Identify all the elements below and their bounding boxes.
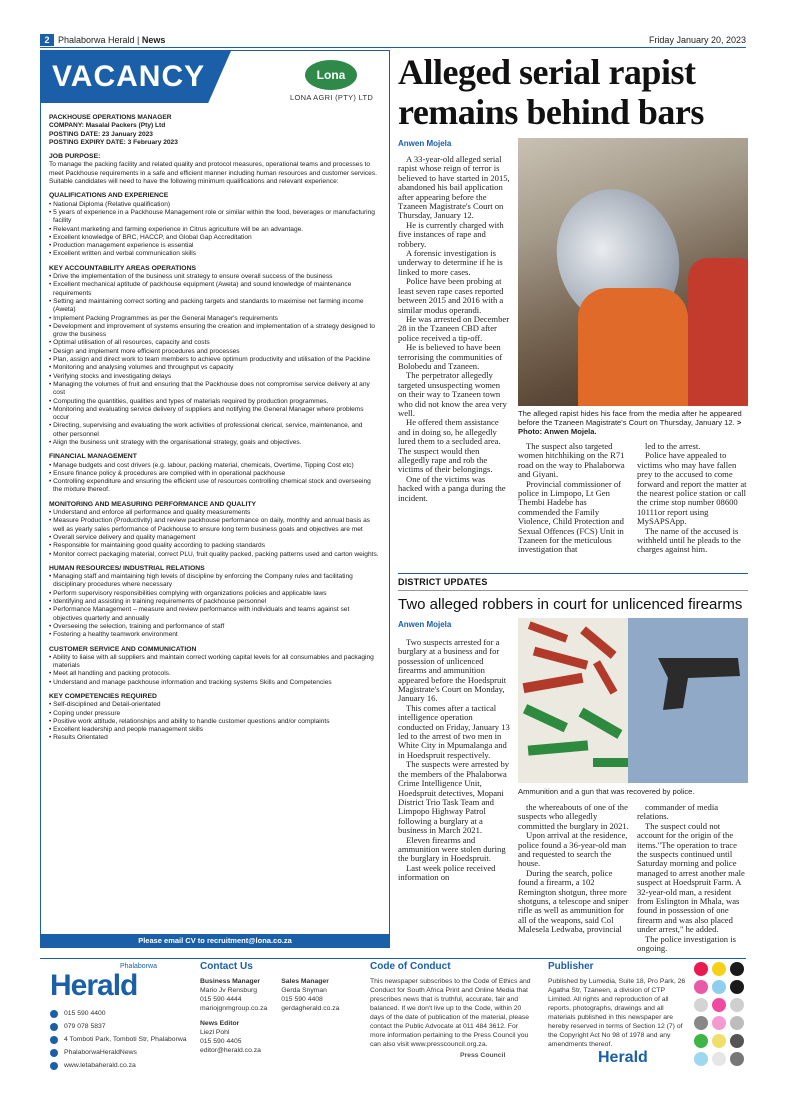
list-item: • Responsible for maintaining good quality according to packing standards xyxy=(49,542,266,550)
page-number: 2 xyxy=(40,34,54,46)
contact-item[interactable] xyxy=(50,1009,190,1018)
contact-text: 079 078 5837 xyxy=(64,1023,106,1030)
color-swatch xyxy=(730,962,744,976)
paragraph: He was arrested on December 28 in the Tzaneen CBD after police received a tip-off. xyxy=(398,313,510,343)
list-item: • Measure Production (Productivity) and review packhouse performance on daily, monthly and annual basis as well as yearly sales performance of Packhouse to ensure long term business goals and objectives are met xyxy=(49,517,371,533)
publisher-text: Published by Lumedia, Suite 18, Pro Park, 26 Agatha Str, Tzaneen, a division of CTP Limited. All rights and reproduction of all reports, photographs, drawings and all materials published in this newspaper are hereby reserved in terms of Section 12 (7) of the Copyright Act No 98 of 1978 and any amendments thereof. xyxy=(548,978,686,1048)
publisher xyxy=(548,961,688,1066)
paragraph: Provincial commissioner of police in Limpopo, Lt Gen Thembi Hadebe has commended the Family Violence, Child Protection and Sexual Offences (FCS) Unit in Tzaneen for the meticulous investigation that xyxy=(518,478,624,555)
vacancy-body xyxy=(49,114,379,743)
list-item: • Plan, assign and direct work to team members to achieve optimum productivity and utilisation of the Packline xyxy=(49,356,371,364)
list-item: • Design and implement more efficient procedures and processes xyxy=(49,347,240,355)
list-item: • Excellent knowledge of BRC, HACCP, and Global Gap Accreditation xyxy=(49,233,252,241)
section-heading: QUALIFICATIONS AND EXPERIENCE xyxy=(49,192,169,200)
paragraph: the whereabouts of one of the suspects who allegedly committed the burglary in 2021. xyxy=(518,802,629,831)
issue-date: Friday January 20, 2023 xyxy=(648,35,746,45)
list-item: • Directing, supervising and evaluating the work activities of professional clerical, service, maintenance, and other personnel xyxy=(49,422,363,438)
lona-company-name: LONA AGRI (PTY) LTD xyxy=(290,93,374,102)
contact-list xyxy=(50,1009,190,1070)
list-item: • Align the business unit strategy with the organisational strategy, goals and objectives. xyxy=(49,438,302,446)
list-item: • Managing staff and maintaining high levels of discipline by enforcing the Company rules and facilitating disciplinary procedures where necessary xyxy=(49,573,353,589)
list-item: • Understand and manage packhouse information and tracking systems Skills and Competencies xyxy=(49,678,332,686)
list-item: • Relevant marketing and farming experience in Citrus agriculture will be an advantage. xyxy=(49,225,304,233)
color-swatch xyxy=(712,1052,726,1066)
contact-item[interactable] xyxy=(50,1035,190,1044)
paragraph: Police have been probing at least seven rape cases reported between 2015 and 2016 with a similar modus operandi. xyxy=(398,276,504,315)
color-swatch xyxy=(730,1052,744,1066)
list-item: • Production management experience is essential xyxy=(49,242,194,250)
paragraph: A 33-year-old alleged serial rapist whose reign of terror is believed to have started in 2015, abandoned his bail application after appearing before the Tzaneen Magistrate's Court on Thursday, January 12. xyxy=(398,154,510,221)
list-item: • Perform supervisory responsibilities complying with organizations policies and applicable laws xyxy=(49,589,327,597)
list-item: • Controlling expenditure and ensuring the efficient use of resources controlling chemical stock and overseeing the mixture thereof. xyxy=(49,478,371,494)
paragraph: The perpetrator allegedly targeted unsuspecting women on their way to Tzaneen town who did not know the area very well. xyxy=(398,370,507,418)
list-item: • Optimal utilisation of all resources, capacity and costs xyxy=(49,339,210,347)
color-swatch xyxy=(694,1016,708,1030)
list-item: • Monitor correct packaging material, correct PLU, fruit quality packed, packing patterns used and carton weights. xyxy=(49,550,379,558)
bm-heading: Business Manager xyxy=(200,978,261,985)
color-swatch xyxy=(694,980,708,994)
sm-phone: 015 590 4408 xyxy=(281,996,323,1003)
list-item: • Fostering a healthy teamwork environment xyxy=(49,631,178,639)
article1-byline: Anwen Mojela xyxy=(398,139,452,148)
caption-credit: > Photo: Anwen Mojela. xyxy=(518,418,742,436)
paragraph: Two suspects arrested for a burglary at a business and for possession of unlicenced firearms and ammunition appeared before the Hoedspruit Magistrate's Court on Monday, January 16. xyxy=(398,637,507,704)
paragraph: This comes after a tactical intelligence operation conducted on Friday, January 13 led to the arrest of two men in White City in Mpumalanga and in Hoedspruit respectively. xyxy=(398,702,510,760)
article1-headline: Alleged serial rapist remains behind bars xyxy=(398,52,704,132)
article1-col2 xyxy=(518,442,630,555)
article2-col1 xyxy=(398,638,510,883)
paragraph: The suspect could not account for the origin of the items."The operation to trace the suspects continued until Saturday morning and police managed to arrest another male suspect at Hoedspruit Farm. A 32-year-old man, a resident from Eslington in Mhala, was found in possession of one firearm and was also placed under arrest," he added. xyxy=(637,820,745,935)
list-item: • Monitoring and evaluating service delivery of suppliers and notifying the General Manager where problems occur xyxy=(49,405,364,422)
color-swatch xyxy=(694,1052,708,1066)
sm-heading: Sales Manager xyxy=(281,978,329,985)
contact-us xyxy=(200,962,360,1055)
contact-text: 015 590 4400 xyxy=(64,1010,106,1017)
section-heading: HUMAN RESOURCES/ INDUSTRIAL RELATIONS xyxy=(49,564,205,572)
article2-headline: Two alleged robbers in court for unlicenced firearms xyxy=(398,596,743,613)
paragraph: The police investigation is ongoing. xyxy=(637,933,736,954)
list-item: • Monitoring and analysing volumes and throughput vs capacity xyxy=(49,364,234,372)
list-item: • Excellent leadership and people management skills xyxy=(49,726,204,734)
list-item: • Manage budgets and cost drivers (e.g. labour, packing material, chemicals, Overtime, Tipping Cost etc) xyxy=(49,461,354,469)
code-title: Code of Conduct xyxy=(370,961,451,972)
list-item: • Meet all handling and packing protocols. xyxy=(49,670,171,678)
apply-email-bar: Please email CV to recruitment@lona.co.za xyxy=(41,934,389,947)
paragraph: The name of the accused is withheld until he pleads to the charges against him. xyxy=(637,525,741,555)
color-swatch xyxy=(694,962,708,976)
section-name: News xyxy=(141,35,166,45)
footer-rule xyxy=(40,958,746,959)
web-icon xyxy=(50,1062,58,1070)
section-list xyxy=(49,201,379,259)
phone-icon xyxy=(50,1010,58,1018)
contact-item[interactable] xyxy=(50,1022,190,1031)
footer-brand xyxy=(50,962,190,1074)
brand-small: Phalaborwa xyxy=(120,963,157,970)
contact-text: www.letabaherald.co.za xyxy=(64,1062,136,1069)
article2-byline: Anwen Mojela xyxy=(398,620,452,629)
paragraph: He is currently charged with five instances of rape and robbery. xyxy=(398,219,504,249)
bm-name: Mario Jv Rensburg xyxy=(200,987,258,994)
purpose-text: To manage the packing facility and related quality and protocol measures, operational teams and processes to meet Packhouse requirements in a safe and efficient manner including human resources and customer services. Suitable candidates will need to have the following minimum qualifications and relevant experience: xyxy=(49,161,377,186)
article1-caption xyxy=(518,409,748,436)
section-heading: CUSTOMER SERVICE AND COMMUNICATION xyxy=(49,645,197,653)
publisher-logo: Herald xyxy=(598,1049,648,1066)
publisher-title: Publisher xyxy=(548,961,594,972)
paragraph: A forensic investigation is underway to determine if he is linked to more cases. xyxy=(398,248,503,277)
list-item: • Understand and enforce all performance and quality measurements xyxy=(49,509,251,517)
list-item: • Overall service delivery and quality management xyxy=(49,533,196,541)
contact-item[interactable] xyxy=(50,1048,190,1057)
bm-phone: 015 590 4444 xyxy=(200,996,242,1003)
posting-expiry: POSTING EXPIRY DATE: 3 February 2023 xyxy=(49,138,178,146)
list-item: • Excellent mechanical aptitude of packhouse equipment (Aweta) and sound knowledge of maintenance requirements xyxy=(49,281,352,297)
section-list xyxy=(49,273,379,447)
lona-logo: Lona xyxy=(305,60,357,90)
color-swatches xyxy=(694,962,750,1066)
paragraph: led to the arrest. xyxy=(645,441,701,451)
section-divider xyxy=(398,573,748,574)
color-swatch xyxy=(712,998,726,1012)
running-head: Phalaborwa Herald | News xyxy=(58,35,166,45)
vacancy-sections xyxy=(49,192,379,742)
sm-email[interactable]: gerdagherald.co.za xyxy=(281,1005,340,1012)
section-list xyxy=(49,701,379,742)
color-swatch xyxy=(694,998,708,1012)
ne-phone: 015 590 4405 xyxy=(200,1038,242,1045)
facebook-icon xyxy=(50,1049,58,1057)
company-line: COMPANY: Masalal Packers (Pty) Ltd xyxy=(49,122,166,130)
paragraph: One of the victims was hacked with a panga during the incident. xyxy=(398,473,506,503)
position-title: PACKHOUSE OPERATIONS MANAGER xyxy=(49,114,172,121)
location-icon xyxy=(50,1036,58,1044)
list-item: • Ensure finance policy & procedures are complied with in operational packhouse xyxy=(49,469,286,477)
list-item: • Verifying stocks and investigating delays xyxy=(49,372,172,380)
paragraph: commander of media relations. xyxy=(637,802,719,822)
paragraph: Last week police received information on xyxy=(398,862,496,883)
vacancy-title: VACANCY xyxy=(52,60,206,93)
section-heading: KEY COMPETENCIES REQUIRED xyxy=(49,693,157,700)
whatsapp-icon xyxy=(50,1023,58,1031)
contact-text: PhalaborwaHeraldNews xyxy=(64,1049,137,1056)
paragraph: Eleven firearms and ammunition were stolen during the burglary in Hoedspruit. xyxy=(398,834,506,864)
district-updates-label: DISTRICT UPDATES xyxy=(398,577,488,587)
list-item: • Performance Management – measure and review performance with individuals and teams against set objectives quarterly and annually xyxy=(49,606,350,622)
sm-name: Gerda Snyman xyxy=(281,987,327,994)
article2-col3 xyxy=(637,803,749,954)
paragraph: Upon arrival at the residence, police found a 36-year-old man and requested to search the house. xyxy=(518,830,628,869)
contact-us-title: Contact Us xyxy=(200,961,253,972)
paragraph: Police have appealed to victims who may have fallen prey to the accused to come forward and report the matter at the nearest police station or call the crime stop number 08600 10111or report using MySAPSApp. xyxy=(637,450,747,527)
paper-name: Phalaborwa Herald xyxy=(58,35,135,45)
paragraph: He offered them assistance and in doing so, he allegedly lured them to a secluded area. The suspect would then allegedly rape and rob the victims of their belongings. xyxy=(398,417,501,475)
paragraph: He is believed to have been terrorising the communities of Bolobedu and Tzaneen. xyxy=(398,342,503,371)
contact-item[interactable] xyxy=(50,1061,190,1070)
color-swatch xyxy=(712,980,726,994)
section-heading: MONITORING AND MEASURING PERFORMANCE AND QUALITY xyxy=(49,500,257,508)
list-item: • Development and improvement of systems ensuring the creation and implementation of a strategy designed to grow the business xyxy=(49,322,375,339)
section-list xyxy=(49,509,379,559)
list-item: • Managing the volumes of fruit and ensuring that the Packhouse does not compromise service delivery at any cost xyxy=(49,380,370,397)
list-item: • Implement Packing Programmes as per the General Manager's requirements xyxy=(49,314,278,322)
list-item: • 5 years of experience in a Packhouse Management role or similar within the food, beverages or manufacturing facility xyxy=(49,208,375,225)
color-swatch xyxy=(730,1016,744,1030)
article1-col1 xyxy=(398,155,510,503)
list-item: • Positive work attitude, relationships and ability to handle customer questions and/or complaints xyxy=(49,717,330,725)
color-swatch xyxy=(730,980,744,994)
list-item: • Results Orientated xyxy=(49,734,108,742)
list-item: • Overseeing the selection, training and performance of staff xyxy=(49,622,225,630)
ne-email[interactable]: editor@herald.co.za xyxy=(200,1047,261,1054)
purpose-heading: JOB PURPOSE: xyxy=(49,153,101,161)
color-swatch xyxy=(712,1034,726,1048)
press-council-badge: Press Council xyxy=(460,1052,506,1059)
list-item: • Drive the implementation of the business unit strategy to ensure overall success of the business xyxy=(49,273,333,281)
paragraph: During the search, police found a firearm, a 102 Remington shotgun, three more shotguns, a telescope and sniper rifle as well as ammunition for all of the weapons, said Col Malesela Ledwaba, provincial xyxy=(518,867,629,935)
color-swatch xyxy=(712,962,726,976)
list-item: • Excellent written and verbal communication skills xyxy=(49,250,197,258)
list-item: • Computing the quantities, qualities and types of materials required by production programmes. xyxy=(49,397,329,405)
herald-logo: Herald xyxy=(50,969,138,1002)
code-text: This newspaper subscribes to the Code of Ethics and Conduct for South Africa Print and Online Media that prescribes news that is truthful, accurate, fair and balanced. If we don't live up to the Code, within 20 days of the date of publication of the material, please contact the Public Advocate at 011 484 3612. For more information pertaining to the Press Council you can also visit www.presscouncil.org.za. xyxy=(370,978,531,1048)
bm-email[interactable]: mariojgnmgroup.co.za xyxy=(200,1005,268,1012)
list-item: • Identifying and assisting in training requirements of packhouse personnel xyxy=(49,598,267,606)
list-item: • Ability to liaise with all suppliers and maintain correct working capital levels for all consumables and packaging materials xyxy=(49,653,374,670)
article2-caption: Ammunition and a gun that was recovered by police. xyxy=(518,787,695,796)
section-heading: FINANCIAL MANAGEMENT xyxy=(49,453,137,461)
list-item: • Self-disciplined and Detail-orientated xyxy=(49,701,161,709)
article2-col2 xyxy=(518,803,630,935)
ne-name: Liezl Pohl xyxy=(200,1029,230,1036)
paragraph: The suspects were arrested by the members of the Phalaborwa Crime Intelligence Unit, Hoedspruit detectives, Mopani District Trio Task Team and Limpopo Highway Patrol following a burglary at a business in March 2021. xyxy=(398,759,510,836)
color-swatch xyxy=(730,1034,744,1048)
list-item: • Coping under pressure xyxy=(49,709,121,717)
paragraph: The suspect also targeted women hitchhiking on the R71 road on the way to Phalaborwa and Giyani. xyxy=(518,441,625,480)
ne-heading: News Editor xyxy=(200,1020,240,1027)
code-of-conduct xyxy=(370,962,535,1060)
color-swatch xyxy=(712,1016,726,1030)
top-rule xyxy=(40,47,746,48)
section-underline xyxy=(398,590,748,591)
caption-text: The alleged rapist hides his face from the media after he appeared before the Tzaneen Magistrate's Court on Thursday, January 12. xyxy=(518,409,742,427)
article1-photo xyxy=(518,138,748,406)
section-list xyxy=(49,462,379,495)
article1-col3 xyxy=(637,442,749,555)
color-swatch xyxy=(694,1034,708,1048)
contact-text: 4 Tomboti Park, Tomboti Str, Phalaborwa xyxy=(64,1036,187,1043)
section-heading: KEY ACCOUNTABILITY AREAS OPERATIONS xyxy=(49,264,197,272)
section-list xyxy=(49,654,379,687)
list-item: • Setting and maintaining correct sorting and packing targets and standards to maximise net farming income (Aweta) xyxy=(49,297,364,314)
section-list xyxy=(49,573,379,639)
posting-date: POSTING DATE: 23 January 2023 xyxy=(49,130,153,138)
list-item: • National Diploma (Relative qualification) xyxy=(49,200,171,208)
article2-photo xyxy=(518,618,748,783)
color-swatch xyxy=(730,998,744,1012)
